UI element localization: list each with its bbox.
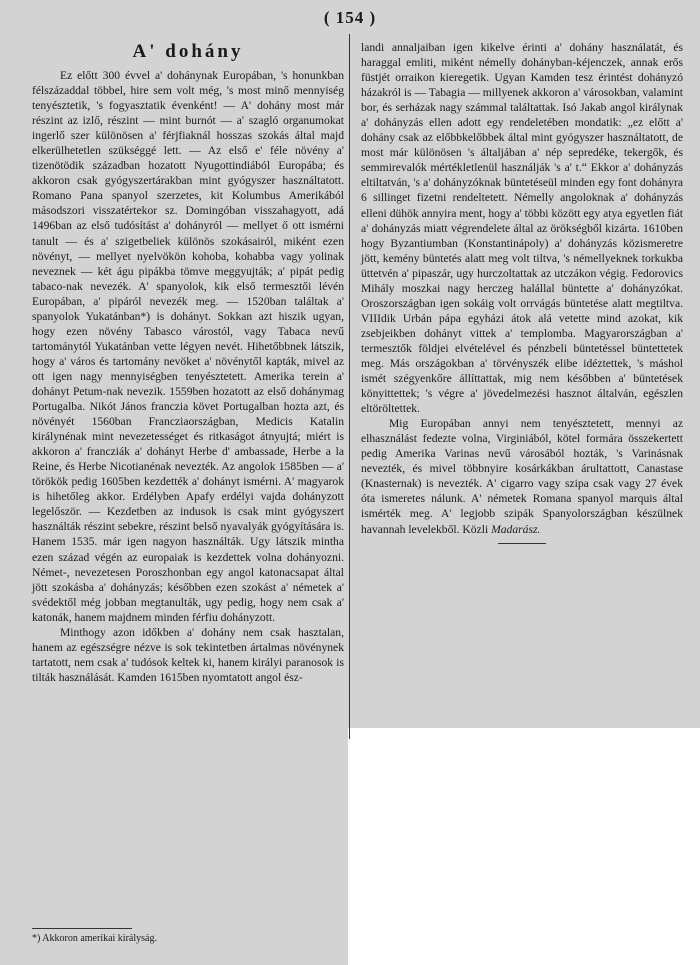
- paragraph: [361, 416, 683, 536]
- column-divider: [349, 34, 350, 739]
- footnote: *) Akkoron amerikai királyság.: [32, 933, 157, 944]
- left-column: [32, 40, 344, 685]
- end-rule: [498, 543, 546, 544]
- footnote-rule: [32, 928, 132, 929]
- article-title: A' dohány: [132, 41, 244, 62]
- right-column: [361, 40, 683, 544]
- paragraph: Minthogy azon időkben a' dohány nem csak hasztalan, hanem az egészségre nézve is sok tekintetben ártalmas növénynek tartatott, nem csak a' tudósok keltek ki, hanem királyi paranosok is tilták használását. Kamden 1615ben nyomtatott angol ész-: [32, 625, 344, 684]
- author-signature: Madarász.: [491, 522, 541, 536]
- signature-prefix: Közli: [462, 522, 489, 536]
- blank-area: [348, 728, 700, 965]
- page-number: ( 154 ): [323, 8, 377, 27]
- paragraph: Ez előtt 300 évvel a' dohánynak Europában, 's honunkban félszázaddal többel, hire sem volt még, 's most minő mennyiség tenyésztetik, 's fogyasztatik évenként! — A' dohány most már részint az izlő, részint — mint burnót — a' szagló organumokat ingerlő szer különösen a' férjfiaknál hosszas szokás által majd elkerülhetetlen szükséggé lett. — Az első e' féle növény a' tizenötödik században hozatott Nyugottindiából Europába; és akkoron csak gyógyszertárakban mint gyógyszer használtatott. Romano Pana spanyol szerzetes, kit Kolumbus Amerikából másodszori visszatértekor sz. Domingóban visszahagyott, adá 1496ban az első tudósítást a' dohányról — mellyet ő ott ismérni tanult — és a' szigetbeliek különös szokásairól, miként ezen növényt, — mellyet nyelvökön kohoba, kohabba vagy yolinak neveznek — két águ pipákba tömve meggyujták; a' pipát pedig tabaco-nak nevezék. A' spanyolok, kik első termesztői lévén Europában, a' pipáról nevezék meg. — 1520ban találtak a' spanyolok Yukatánban*) is dohányt. Sokkan azt hiszik ugyan, hogy ezen növény Tabasco várostól, vagy Tabaca nevű tartománytól Yukatánban vette légyen nevét. Hihetőbbnek látszik, hogy a' város és tartomány nevöket a' növénytől kapták, mivel az ott igen nagy mennyiségben tenyésztetett. Amerika terein a' dohányt Petum-nak nevezik. 1559ben hozatott az első dohánymag Portugalba. Nikót János franczia követ Portugalban hozta azt, és növényét 1560ban Franczіaországban, Medicis Katalin királynénak mint nevezetességet és ritkaságot átnyujtá; miért is akkoron a' francziák a' dohányt Herbe d' ambassade, Herbe a la Reine, és Herbe Nicotianénak nevezték. Az angolok 1585ben — a' törökök pedig 1605ben kezdették a' dohányt ismérni. A' magyarok is hihetőleg akkor. Erdélyben Apafy erdélyi vajda dohányzott legelőször. — Kezdetben az indusok is csak mint gyógyszert használták részint sebekre, részint belső nyavalyák gyógyítására is. Hanem 1535. már igen nagyon használták. Ugy látszik mintha ezen század végén az europaiak is kezdettek volna dohányozni. Német-, nevezetesen Poroszhonban egy angol katonacsapat által jött szokásba a' dohányzás; későbben ezen szokást a' németek a' svédektől még jobban megtanulták, ugy pedig, hogy nem csak a' katonák, hanem majdnem minden férfiu dohányzott.: [32, 69, 344, 624]
- paragraph-text: Mig Europában annyi nem tenyésztetett, mennyi az elhasználást fedezte volna, Virginiából, kötel formára összekertett pedig Amerika Varinas nevű városából hozták, 's Varinásnak nevezték, és mivel többnyire kosárkákban árultattott, Canastase (Knasternak) is nevezték. A' cigarro vagy szipa csak vagy 27 évek óta ismeretes nálunk. A' németek Romana spanyol marquis által ismérték meg. A' legjobb szipák Spanyolországban készülnek havannah levelekből.: [361, 417, 683, 536]
- paragraph: landi annaljaiban igen kikelve érinti a' dohány használatát, és haraggal emliti, miként némelly dohányban-kéjenczek, annak erős füstjét orraikon kieregetik. Ugyan Kamden tesz érintést dohányzó házakról is — Tabagia — millyenek akkoron a' városokban, valamint bor, és serházak nagy számmal találtattak. Isó Jakab angol királynak a' dohányzás ellen adott egy rendeletében mondatik: „ez előtt a' dohány csak az előbbkelőbbek által mint gyógyszer használtatott, de most már különösen 's általjában a' nép sepredéke, tekergők, és semmirevalók mértékletlenül használják 's a' t.“ Ekkor a' dohányzás eltiltatván, 's a' dohányzóknak büntetéseül minden egy font dohányra 6 sillinget fizetni rendeltetett. Némelly angoloknak a' dohányzás elleni dühök annyira ment, hogy a' többi között egy atya egyetlen fiát a' dohányzás miatt végrendelete által az örökségből kizárta. 1610ben hogy Byzantiumban (Konstantinápoly) a' dohányzás közismeretre jött, kemény büntetés alatt meg volt tiltva, 's némellyeknek torkukba üttetvén a' pipaszár, ugy hurczoltattak az utczákon végig. Fedorovics Mihály moszkai nagy herczeg halállal büntette a' dohányzókat. Oroszországban igen sokáig volt orrvágás büntetése alatt megtiltva. VIIIdik Urbán pápa egyházi átok alá vetette mind azokat, kik zsebjeikben dohányt vittek a' templomba. Magyarországban a' termesztők földjei elvételével és pénzbeli büntetéssel büntettetek meg. Más országokban a' törvényszék elibe idéztettek, 's máshol ismét szégyenkőre állíttattak, mig nem későbben a' büntetések könyittettek; 's végre a' jövedelmezési hasznot általván, egészlen eltöröltettek.: [361, 41, 683, 416]
